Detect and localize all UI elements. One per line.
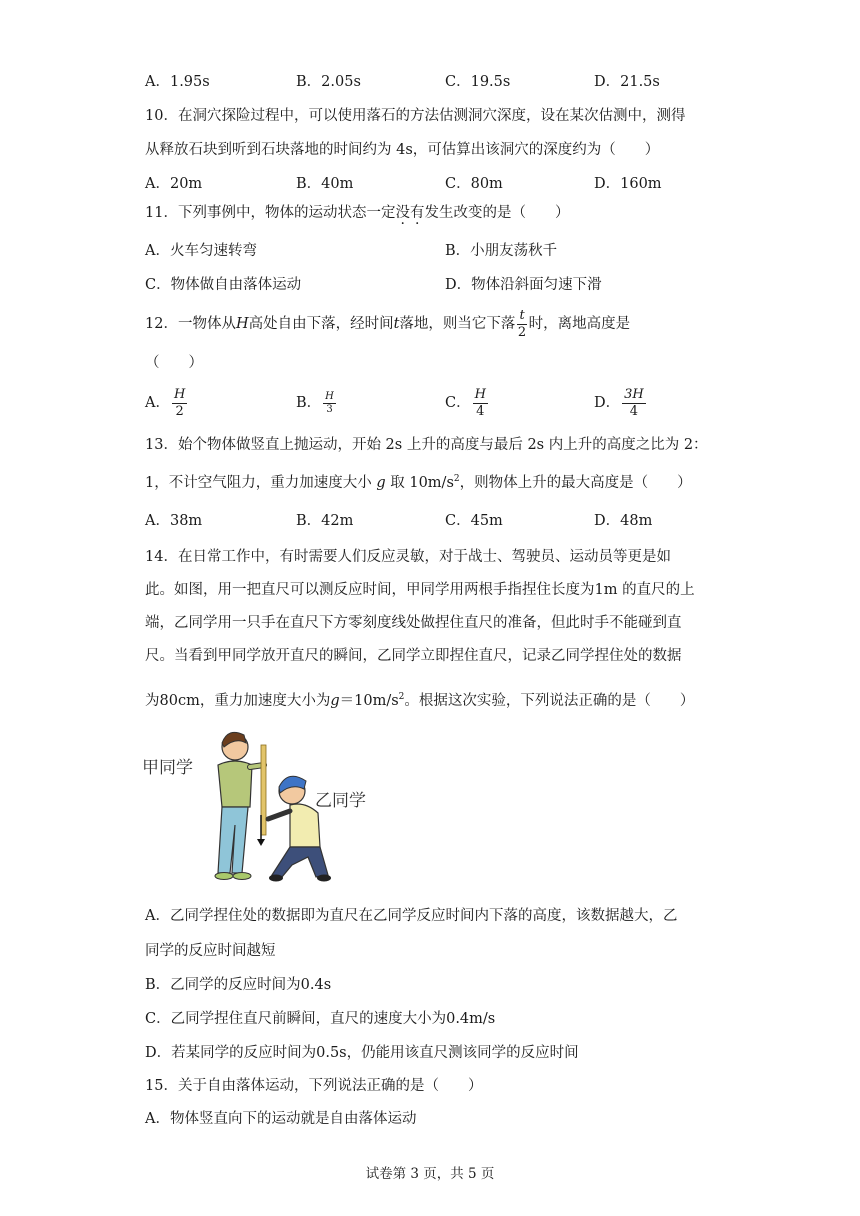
q11-stem-prefix: 11．下列事例中，物体的运动状态一定: [145, 205, 396, 221]
q14-text-c: 。根据这次实验，下列说法正确的是（ ）: [404, 692, 695, 709]
q12-text-4: 时，离地高度是: [528, 316, 631, 332]
q12-option-d-frac: [622, 387, 646, 420]
q13-stem-line1: 13．始个物体做竖直上抛运动，开始 2s 上升的高度与最后 2s 内上升的高度之比为 2：: [145, 437, 708, 453]
q12-option-a-num: H: [173, 386, 186, 402]
q12-fraction-t-over-2: [517, 308, 526, 341]
q12-option-c-label: C．: [445, 395, 471, 411]
q12-option-a-label: A．: [145, 395, 170, 411]
q14-option-a-line2: 同学的反应时间越短: [145, 943, 276, 959]
q15-stem: 15．关于自由落体运动，下列说法正确的是（ ）: [145, 1078, 483, 1094]
q14-text-b: ＝10m/s: [339, 692, 399, 709]
q14-stem-line3: 端，乙同学用一只手在直尺下方零刻度线处做捏住直尺的准备，但此时手不能碰到直: [145, 615, 682, 631]
q14-stem-line1: 14．在日常工作中，有时需要人们反应灵敏，对于战士、驾驶员、运动员等更是如: [145, 549, 671, 565]
q11-option-d: D．物体沿斜面匀速下滑: [445, 277, 602, 293]
q12-option-b-den: 3: [326, 403, 333, 415]
q12-stem-line1: [145, 306, 630, 342]
q12-stem-line2: （ ）: [145, 355, 203, 371]
q12-option-b-label: B．: [296, 395, 322, 411]
q11-emphasis-2: 有: [409, 205, 425, 221]
q14-text-a: 为80cm，重力加速度大小为: [145, 692, 331, 709]
q9-option-b: B．2.05s: [296, 74, 361, 90]
q13-text-b: 取 10m/s: [390, 474, 454, 491]
q12-option-c-frac: [473, 387, 488, 420]
q9-option-d: D．21.5s: [594, 74, 660, 90]
q12-option-d-den: 4: [629, 403, 639, 419]
q14-sup: 2: [398, 692, 405, 702]
q14-var-g: g: [330, 692, 340, 709]
q13-sup: 2: [453, 474, 460, 484]
q12-option-c-den: 4: [476, 403, 485, 419]
q12-option-b-num: H: [325, 390, 334, 402]
q13-stem-line2: [145, 468, 692, 494]
q12-option-d: [594, 385, 648, 421]
q9-option-c: C．19.5s: [445, 74, 511, 90]
q12-option-d-num: 3H: [624, 386, 644, 402]
figure-label-jia: 甲同学: [142, 758, 193, 778]
q10-option-b: B．40m: [296, 176, 354, 192]
q11-emphasis-1: 没: [395, 205, 410, 221]
q12-text-2: 高处自由下落，经时间: [248, 316, 394, 332]
q12-var-h: H: [235, 316, 249, 332]
q9-option-a: A．1.95s: [145, 74, 210, 90]
q11-stem-suffix: 发生改变的是（ ）: [424, 205, 570, 221]
q11-stem: [145, 202, 569, 224]
q14-option-a-line1: A．乙同学捏住处的数据即为直尺在乙同学反应时间内下落的高度，该数据越大，乙: [145, 908, 678, 924]
q13-option-b: B．42m: [296, 513, 354, 529]
q13-text-a: 1，不计空气阻力，重力加速度大小: [145, 474, 372, 491]
q11-option-c: C．物体做自由落体运动: [145, 277, 302, 293]
q10-stem-line2: 从释放石块到听到石块落地的时间约为 4s，可估算出该洞穴的深度约为（ ）: [145, 142, 660, 158]
q13-var-g: g: [376, 474, 386, 491]
q12-var-t: t: [393, 316, 400, 332]
figure-label-yi: 乙同学: [315, 791, 366, 811]
q12-option-c: [445, 385, 490, 421]
reaction-time-illustration: [140, 725, 390, 890]
q15-option-a: A．物体竖直向下的运动就是自由落体运动: [145, 1111, 417, 1127]
q10-stem-line1: 10．在洞穴探险过程中，可以使用落石的方法估测洞穴深度，设在某次估测中，测得: [145, 108, 686, 124]
page-footer: 试卷第 3 页，共 5 页: [365, 1166, 495, 1182]
q14-option-d: D．若某同学的反应时间为0.5s，仍能用该直尺测该同学的反应时间: [145, 1045, 579, 1061]
q12-option-b: [296, 385, 338, 421]
q12-option-a-frac: [172, 387, 187, 420]
q14-stem-line4: 尺。当看到甲同学放开直尺的瞬间，乙同学立即捏住直尺，记录乙同学捏住处的数据: [145, 648, 682, 664]
q10-option-a: A．20m: [145, 176, 203, 192]
q13-text-c: ，则物体上升的最大高度是（ ）: [459, 474, 692, 491]
q11-option-a: A．火车匀速转弯: [145, 243, 257, 259]
q12-option-c-num: H: [474, 386, 486, 402]
q13-option-d: D．48m: [594, 513, 653, 529]
q12-text-3: 落地，则当它下落: [399, 316, 516, 332]
q11-option-b: B．小朋友荡秋千: [445, 243, 558, 259]
q12-text-1: 12．一物体从: [145, 316, 236, 332]
q13-option-c: C．45m: [445, 513, 503, 529]
q14-stem-line5: [145, 686, 694, 712]
q12-frac-den: 2: [517, 324, 527, 340]
q12-option-d-label: D．: [594, 395, 621, 411]
q14-option-b: B．乙同学的反应时间为0.4s: [145, 977, 332, 993]
q12-option-b-frac: [323, 391, 336, 416]
student-jia-figure: [215, 732, 264, 879]
q13-option-a: A．38m: [145, 513, 203, 529]
q10-option-c: C．80m: [445, 176, 503, 192]
q10-option-d: D．160m: [594, 176, 662, 192]
q14-option-c: C．乙同学捏住直尺前瞬间，直尺的速度大小为0.4m/s: [145, 1011, 496, 1027]
q12-option-a-den: 2: [175, 403, 184, 419]
q14-stem-line2: 此。如图，用一把直尺可以测反应时间，甲同学用两根手指捏住长度为1m 的直尺的上: [145, 582, 695, 598]
q12-frac-num: t: [519, 307, 525, 323]
q12-option-a: [145, 385, 189, 421]
